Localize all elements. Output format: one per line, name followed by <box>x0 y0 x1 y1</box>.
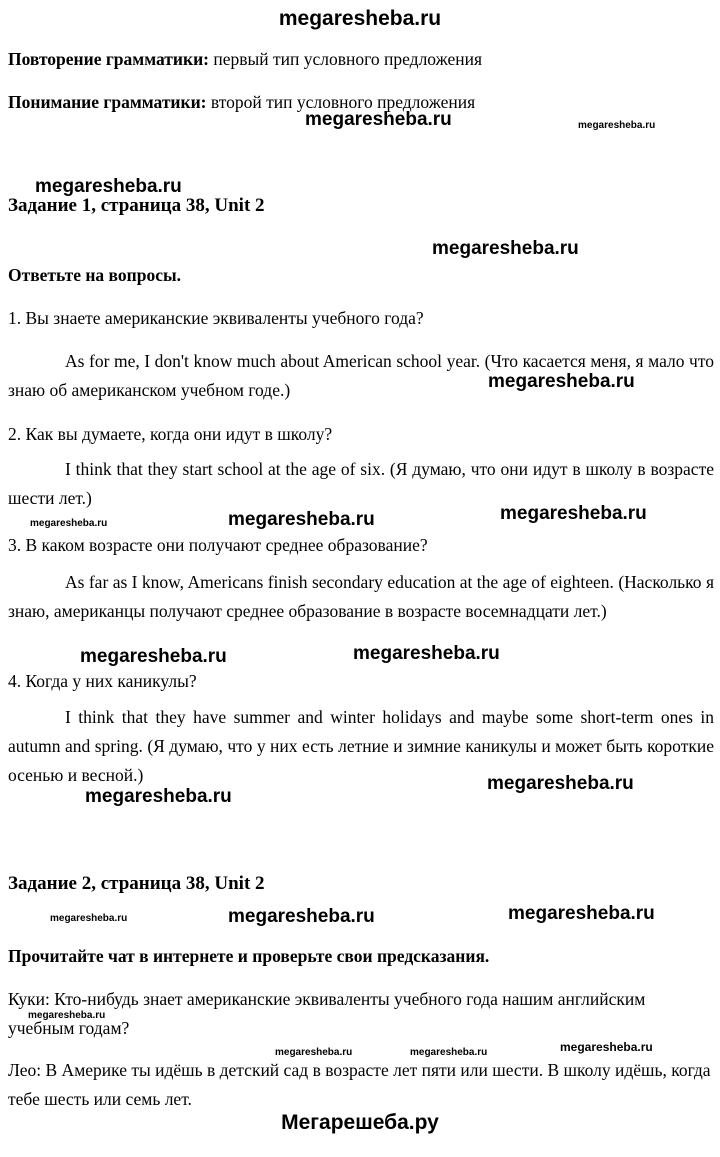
grammar-repetition-label: Повторение грамматики: <box>8 49 209 69</box>
grammar-repetition-line <box>8 45 714 74</box>
watermark: megaresheba.ru <box>432 238 579 259</box>
watermark: megaresheba.ru <box>85 786 232 807</box>
watermark: megaresheba.ru <box>28 1010 106 1021</box>
grammar-understanding-label: Понимание грамматики: <box>8 92 207 112</box>
watermark: megaresheba.ru <box>30 518 108 529</box>
watermark: megaresheba.ru <box>488 371 635 392</box>
question-3: 3. В каком возрасте они получают среднее образование? <box>8 535 428 555</box>
watermark: megaresheba.ru <box>35 176 182 197</box>
task1-instruction: Ответьте на вопросы. <box>8 265 182 285</box>
watermark: megaresheba.ru <box>500 503 647 524</box>
question-4: 4. Когда у них каникулы? <box>8 671 197 691</box>
site-footer: Мегарешеба.ру <box>281 1111 439 1134</box>
watermark: megaresheba.ru <box>80 646 227 667</box>
site-header: megaresheba.ru <box>278 7 442 30</box>
watermark: megaresheba.ru <box>578 120 656 131</box>
watermark: megaresheba.ru <box>228 906 375 927</box>
task2-instruction: Прочитайте чат в интернете и проверьте свои предсказания. <box>8 946 490 966</box>
answer-4: I think that they have summer and winter holidays and maybe some short-term ones in autumn and spring. (Я думаю, что у них есть летние и зимние каникулы и может быть короткие осенью и весной.) <box>8 707 714 785</box>
question-2: 2. Как вы думаете, когда они идут в школу? <box>8 424 333 444</box>
grammar-repetition-text: первый тип условного предложения <box>209 49 483 69</box>
task1-heading: Задание 1, страница 38, Unit 2 <box>8 195 265 216</box>
answer-3: As far as I know, Americans finish secondary education at the age of eighteen. (Насколько я знаю, американцы получают среднее образование в возрасте восемнадцати лет.) <box>8 572 714 621</box>
answer-2: I think that they start school at the age of six. (Я думаю, что они идут в школу в возрасте шести лет.) <box>8 459 714 508</box>
watermark: megaresheba.ru <box>50 913 128 924</box>
watermark: megaresheba.ru <box>228 509 375 530</box>
watermark: megaresheba.ru <box>305 109 452 130</box>
watermark: megaresheba.ru <box>410 1047 488 1058</box>
chat-message-cookie: Куки: Кто-нибудь знает американские эквиваленты учебного года нашим английским учебным годам? <box>8 989 646 1038</box>
grammar-understanding-text: второй тип условного предложения <box>206 92 476 112</box>
question-1: 1. Вы знаете американские эквиваленты учебного года? <box>8 308 424 328</box>
chat-message-leo: Лео: В Америке ты идёшь в детский сад в возрасте лет пяти или шести. В школу идёшь, когда тебе шесть или семь лет. <box>8 1060 711 1109</box>
watermark: megaresheba.ru <box>560 1040 653 1054</box>
task2-heading: Задание 2, страница 38, Unit 2 <box>8 873 265 894</box>
watermark: megaresheba.ru <box>508 903 655 924</box>
watermark: megaresheba.ru <box>275 1047 353 1058</box>
watermark: megaresheba.ru <box>487 773 634 794</box>
answer-1: As for me, I don't know much about American school year. (Что касается меня, я мало что знаю об американском учебном годе.) <box>8 351 714 400</box>
watermark: megaresheba.ru <box>353 643 500 664</box>
